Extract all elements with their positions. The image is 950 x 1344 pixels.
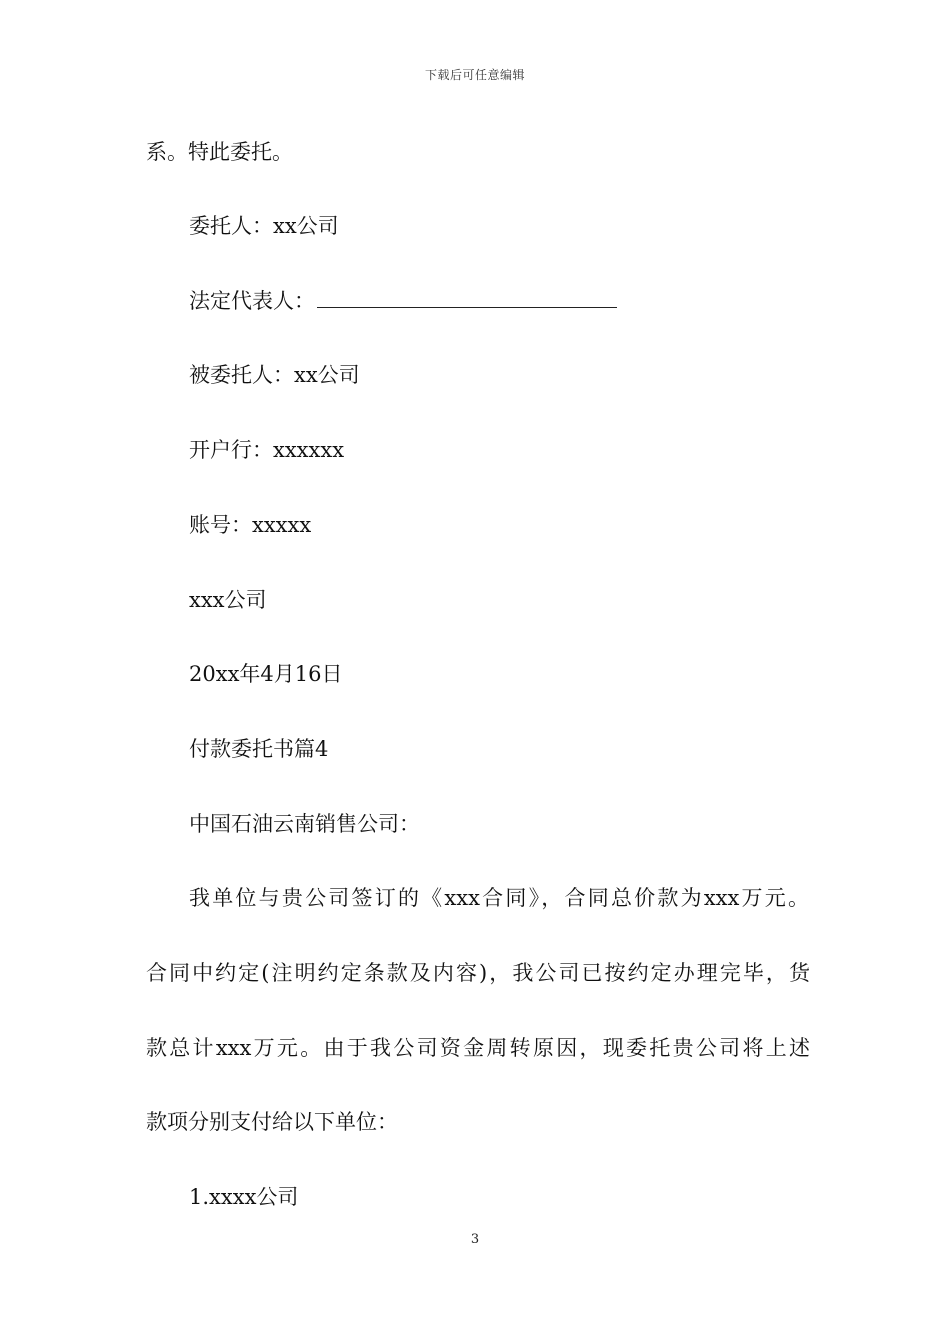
signature-blank-line	[317, 289, 617, 308]
account-line: 账号：xxxxx	[189, 513, 312, 537]
bank-line: 开户行：xxxxxx	[189, 438, 345, 462]
page-number: 3	[470, 1232, 480, 1247]
paragraph-line-4: 款项分别支付给以下单位：	[146, 1110, 398, 1134]
paragraph-line-2: 合同中约定(注明约定条款及内容)，我公司已按约定办理完毕，货	[146, 961, 810, 985]
section-title: 付款委托书篇4	[189, 737, 329, 761]
paragraph-line-3: 款总计xxx万元。由于我公司资金周转原因，现委托贵公司将上述	[146, 1036, 810, 1060]
addressee-line: 中国石油云南销售公司：	[189, 812, 420, 836]
page-header: 下载后可任意编辑	[424, 68, 525, 82]
list-item-1: 1.xxxx公司	[189, 1185, 299, 1209]
paragraph-continuation: 系。特此委托。	[146, 140, 293, 164]
agent-line: 被委托人：xx公司	[189, 363, 360, 387]
legal-representative-label: 法定代表人：	[189, 289, 315, 313]
date-line: 20xx年4月16日	[189, 662, 343, 686]
principal-line: 委托人：xx公司	[189, 214, 339, 238]
company-signature: xxx公司	[189, 588, 267, 612]
legal-representative-line	[189, 287, 809, 315]
paragraph-line-1: 我单位与贵公司签订的《xxx合同》，合同总价款为xxx万元。	[189, 886, 809, 910]
